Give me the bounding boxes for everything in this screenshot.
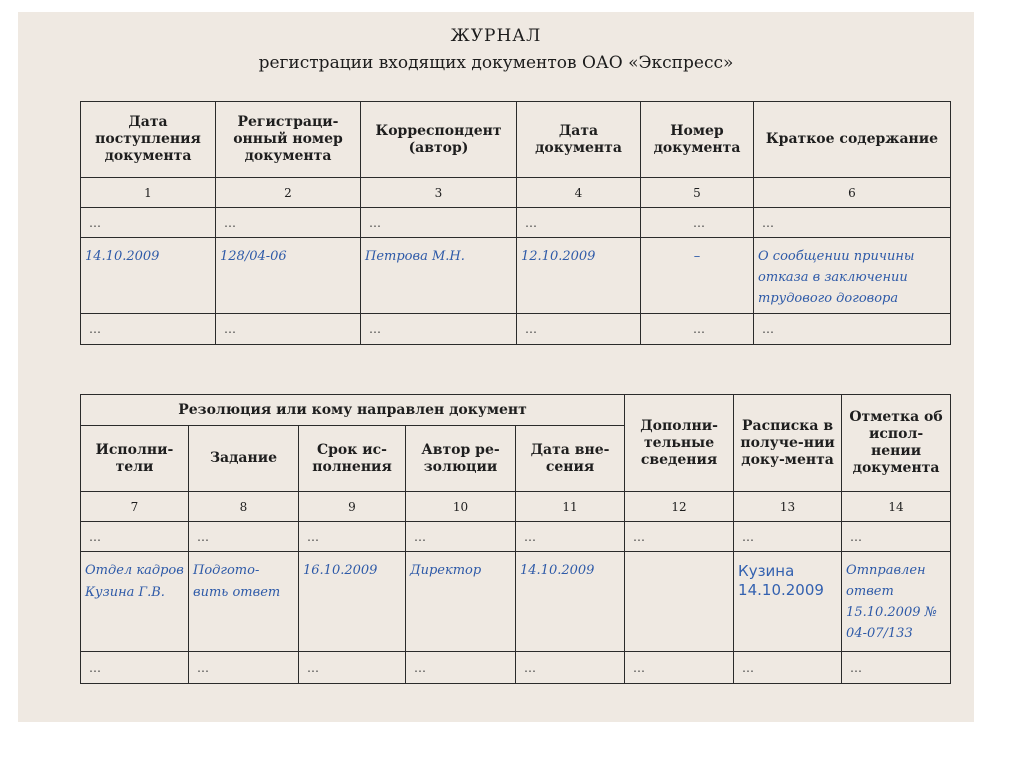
entry-executors: Отдел кадров Кузина Г.В. [81, 552, 189, 652]
header-executors: Исполни-тели [81, 426, 189, 492]
entry-receipt-signature: Кузина 14.10.2009 [734, 552, 842, 652]
header-resolution-group: Резолюция или кому направлен документ [81, 395, 625, 426]
resolution-table [80, 394, 951, 684]
column-number: 8 [189, 492, 299, 522]
header-receipt-date: Дата поступления документа [81, 102, 216, 178]
ellipsis-cell: … [406, 522, 516, 552]
header-summary: Краткое содержание [754, 102, 951, 178]
ellipsis-cell: … [842, 522, 951, 552]
entry-correspondent: Петрова М.Н. [361, 238, 517, 314]
ellipsis-cell: … [189, 522, 299, 552]
ellipsis-cell: … [81, 522, 189, 552]
ellipsis-cell: … [517, 208, 641, 238]
header-document-date: Дата документа [517, 102, 641, 178]
header-deadline: Срок ис-полнения [299, 426, 406, 492]
header-resolution-author: Автор ре-золюции [406, 426, 516, 492]
ellipsis-cell: … [641, 208, 754, 238]
ellipsis-cell: … [754, 314, 951, 345]
header-execution-mark: Отметка об испол-нении документа [842, 395, 951, 492]
column-number: 6 [754, 178, 951, 208]
entry-task: Подгото-вить ответ [189, 552, 299, 652]
ellipsis-cell: … [216, 314, 361, 345]
column-number: 3 [361, 178, 517, 208]
ellipsis-cell: … [299, 652, 406, 684]
header-receipt-signature: Расписка в получе-нии доку-мента [734, 395, 842, 492]
entry-receipt-date: 14.10.2009 [81, 238, 216, 314]
ellipsis-cell: … [734, 522, 842, 552]
column-number: 14 [842, 492, 951, 522]
column-number: 5 [641, 178, 754, 208]
header-entry-date: Дата вне-сения [516, 426, 625, 492]
ellipsis-cell: … [361, 208, 517, 238]
column-number: 7 [81, 492, 189, 522]
column-number: 13 [734, 492, 842, 522]
ellipsis-cell: … [517, 314, 641, 345]
journal-subtitle: регистрации входящих документов ОАО «Экспресс» [258, 53, 734, 73]
entry-entry-date: 14.10.2009 [516, 552, 625, 652]
ellipsis-cell: … [625, 652, 734, 684]
ellipsis-cell: … [406, 652, 516, 684]
ellipsis-cell: … [754, 208, 951, 238]
ellipsis-cell: … [516, 652, 625, 684]
ellipsis-cell: … [81, 652, 189, 684]
header-document-number: Номер документа [641, 102, 754, 178]
column-number: 1 [81, 178, 216, 208]
entry-reg-number: 128/04-06 [216, 238, 361, 314]
ellipsis-cell: … [81, 314, 216, 345]
entry-execution-mark: Отправлен ответ 15.10.2009 № 04-07/133 [842, 552, 951, 652]
column-number: 12 [625, 492, 734, 522]
entry-deadline: 16.10.2009 [299, 552, 406, 652]
column-number: 2 [216, 178, 361, 208]
column-number: 9 [299, 492, 406, 522]
entry-document-date: 12.10.2009 [517, 238, 641, 314]
entry-summary: О сообщении причины отказа в заключении трудового договора [754, 238, 951, 314]
ellipsis-cell: … [625, 522, 734, 552]
journal-title: ЖУРНАЛ [450, 26, 542, 46]
entry-additional-info [625, 552, 734, 652]
ellipsis-cell: … [734, 652, 842, 684]
column-number: 4 [517, 178, 641, 208]
ellipsis-cell: … [189, 652, 299, 684]
header-task: Задание [189, 426, 299, 492]
header-correspondent: Корреспондент (автор) [361, 102, 517, 178]
column-number: 10 [406, 492, 516, 522]
entry-resolution-author: Директор [406, 552, 516, 652]
ellipsis-cell: … [81, 208, 216, 238]
incoming-documents-table [80, 101, 951, 345]
ellipsis-cell: … [516, 522, 625, 552]
entry-document-number: – [641, 238, 754, 314]
header-reg-number: Регистраци-онный номер документа [216, 102, 361, 178]
ellipsis-cell: … [842, 652, 951, 684]
ellipsis-cell: … [299, 522, 406, 552]
column-number: 11 [516, 492, 625, 522]
ellipsis-cell: … [641, 314, 754, 345]
ellipsis-cell: … [216, 208, 361, 238]
ellipsis-cell: … [361, 314, 517, 345]
header-additional-info: Дополни-тельные сведения [625, 395, 734, 492]
